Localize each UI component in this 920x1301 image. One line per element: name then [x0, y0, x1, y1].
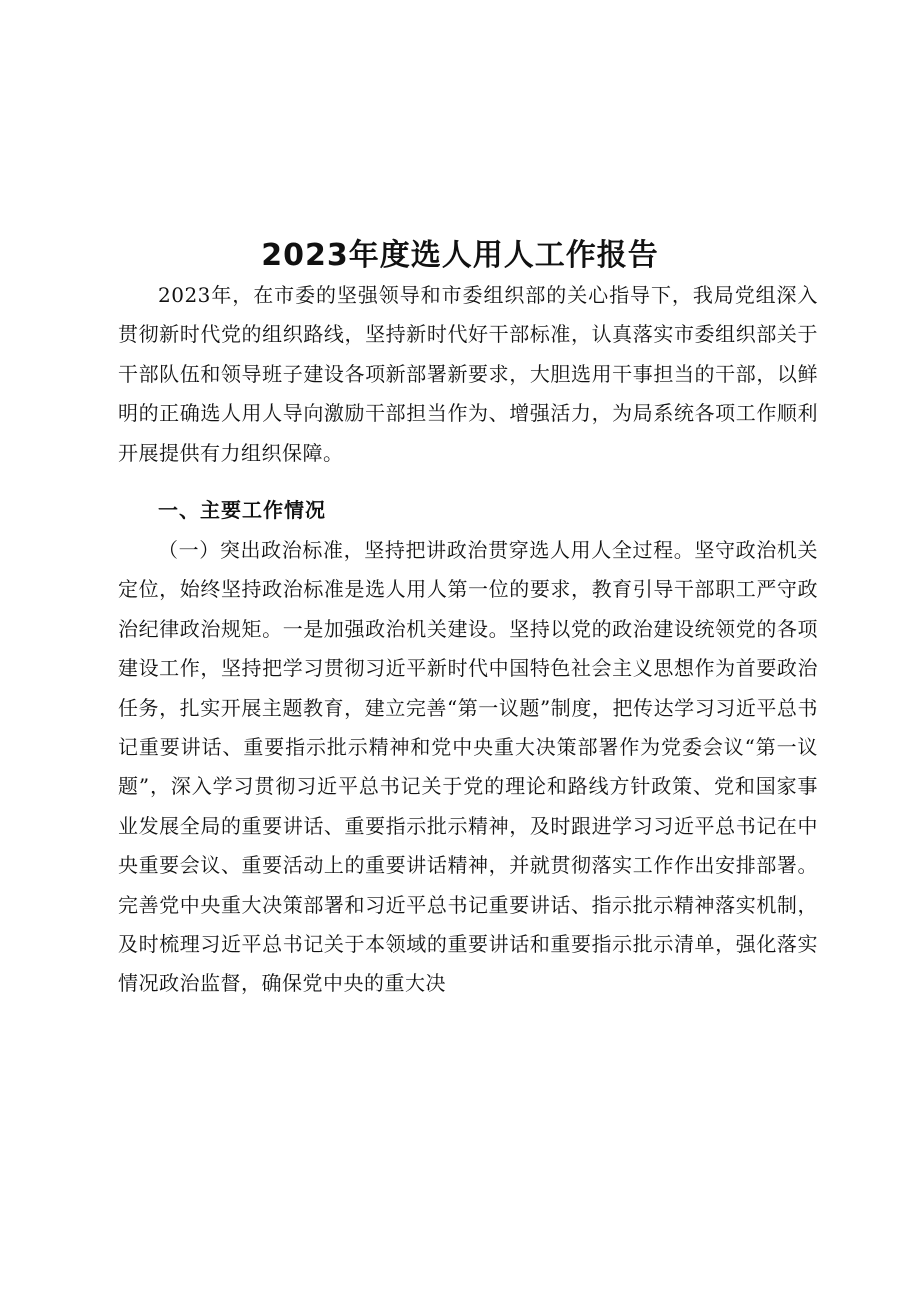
intro-paragraph-container [118, 276, 818, 473]
section-heading-main-work: 一、主要工作情况 [158, 498, 326, 522]
section1-paragraph: （一）突出政治标准，坚持把讲政治贯穿选人用人全过程。坚守政治机关定位，始终坚持政治标准是选人用人第一位的要求，教育引导干部职工严守政治纪律政治规矩。一是加强政治机关建设。坚持以党的政治建设统领党的各项建设工作，坚持把学习贯彻习近平新时代中国特色社会主义思想作为首要政治任务，扎实开展主题教育，建立完善“第一议题”制度，把传达学习习近平总书记重要讲话、重要指示批示精神和党中央重大决策部署作为党委会议“第一议题”，深入学习贯彻习近平总书记关于党的理论和路线方针政策、党和国家事业发展全局的重要讲话、重要指示批示精神，及时跟进学习习近平总书记在中央重要会议、重要活动上的重要讲话精神，并就贯彻落实工作作出安排部署。完善党中央重大决策部署和习近平总书记重要讲话、指示批示精神落实机制，及时梳理习近平总书记关于本领域的重要讲话和重要指示批示清单，强化落实情况政治监督，确保党中央的重大决 [118, 538, 818, 996]
section1-paragraph-container [118, 531, 818, 1004]
intro-paragraph: 2023年，在市委的坚强领导和市委组织部的关心指导下，我局党组深入贯彻新时代党的组织路线，坚持新时代好干部标准，认真落实市委组织部关于干部队伍和领导班子建设各项新部署新要求，大胆选用干事担当的干部，以鲜明的正确选人用人导向激励干部担当作为、增强活力，为局系统各项工作顺利开展提供有力组织保障。 [118, 283, 818, 465]
document-title: 2023年度选人用人工作报告 [261, 238, 659, 274]
